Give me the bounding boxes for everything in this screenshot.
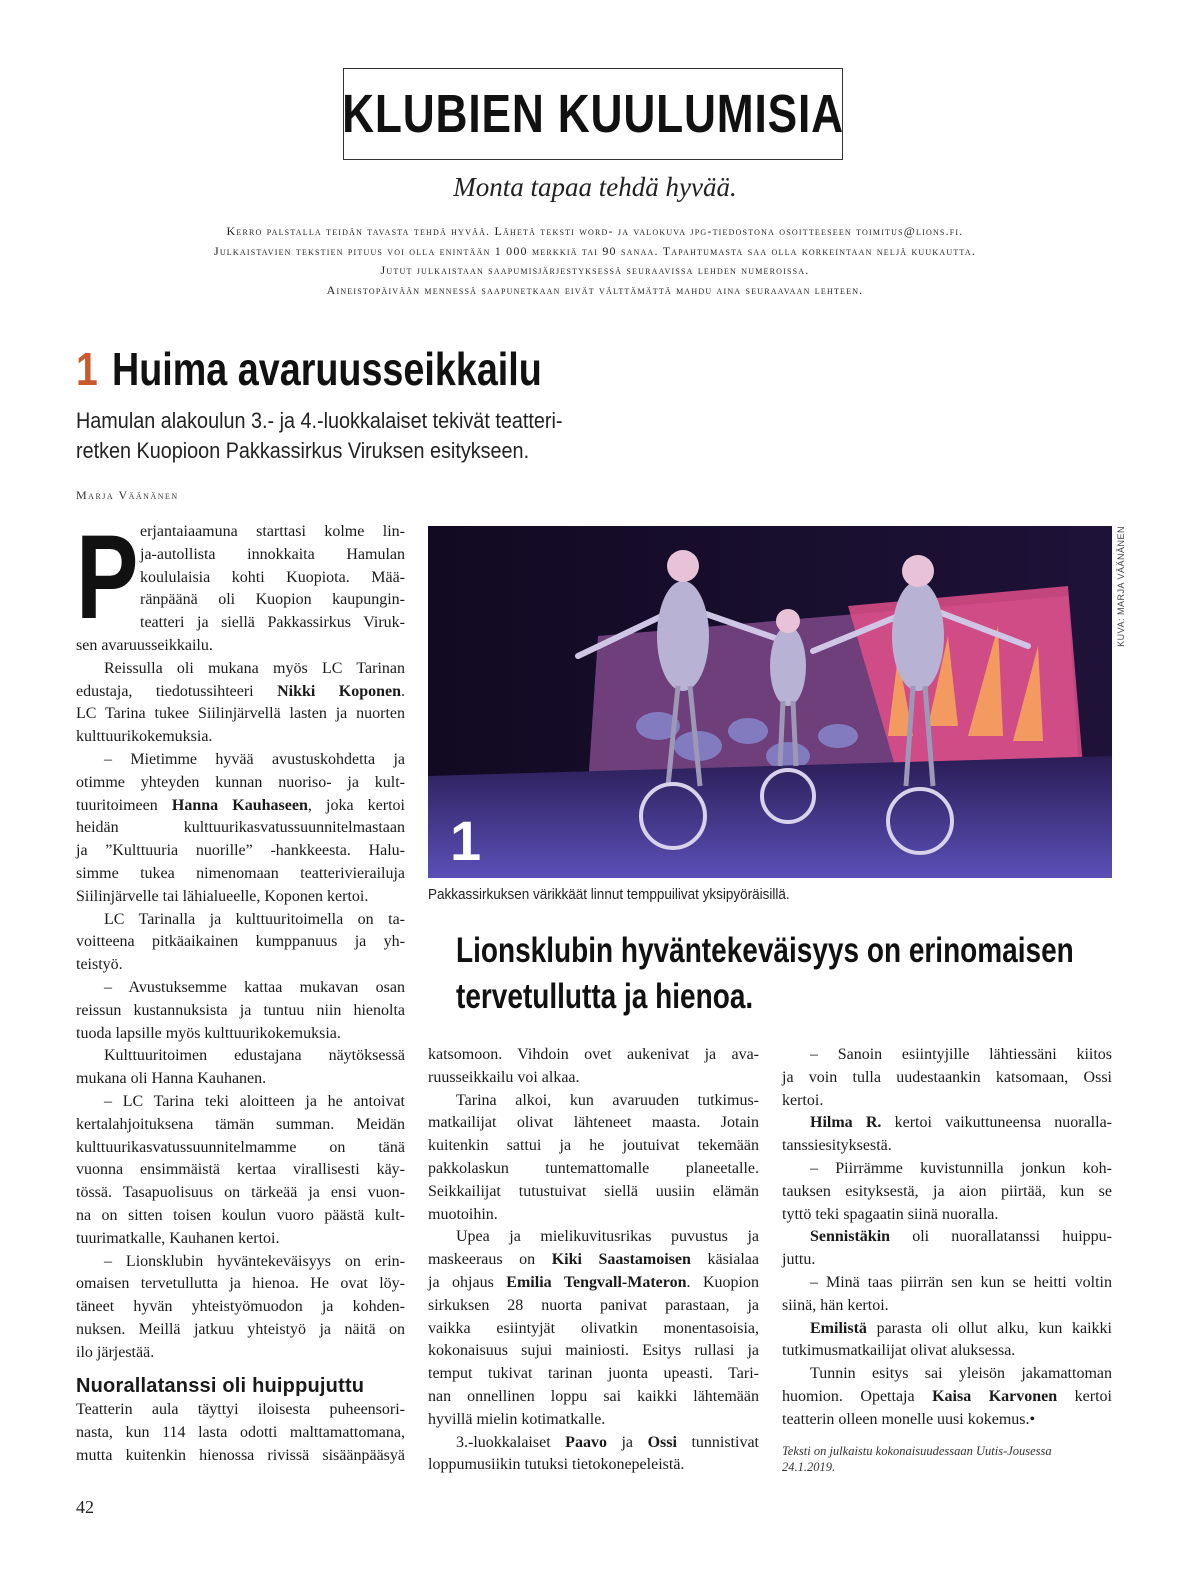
drop-cap: P xyxy=(76,510,139,644)
subhead-line: Hamulan alakoulun 3.- ja 4.-luokkalaiset tekivät teatteri- xyxy=(76,408,563,433)
body-column-3: – Sanoin esiintyjille lähtiessäni kiitos ja voin tulla uudestaankin katsomaan, Ossi kertoi. Hilma R. kertoi vaikuttuneensa nuoralla- tanssiesityksestä. – Piirrämme kuvistunnilla jonkun koh- tauksen esityksestä, ja aion piirtää, kun se tyttö teki spagaatin siinä nuoralla. Sennistäkin oli nuorallatanssi huippu- juttu. – Minä taas piirrän sen kun se heitti voltin siinä, hän kertoi. Emilistä parasta oli ollut alku, kun kaikki tutkimusmatkailijat olivat aluksessa. Tunnin esitys sai yleisön jakamattoman huomion. Opettaja Kaisa Karvonen kertoi teatterin olleen monelle uusi kokemus.• xyxy=(782,1046,1112,1428)
page-number: 42 xyxy=(76,1497,94,1517)
body-column-1: erjantaiaamuna starttasi kolme lin- ja-autollista innokkaita Hamulan koululaisia kohti Kuopiota. Mää- ränpäänä oli Kuopion kaupungin- teatteri ja siellä Pakkassirkus Viruk- sen avaruusseikkailu. Reissulla oli mukana myös LC Tarinan edustaja, tiedotussihteeri Nikki Koponen. LC Tarina tukee Siilinjärvellä lasten ja nuorten kulttuurikokemuksia. – Mietimme hyvää avustuskohdetta ja otimme yhteyden kunnan nuoriso- ja kult- tuuritoimeen Hanna Kauhaseen, joka kertoi heidän kulttuurikasvatussuunnitelmastaan ja ”Kulttuuria nuorille” -hankkeesta. Halu- simme tukea nimenomaan teatterivierailuja Siilinjärvelle tai lähialueelle, Koponen kertoi. LC Tarinalla ja kulttuuritoimella on ta- voitteena pitkäaikainen kumppanuus ja yh- teistyö. – Avustuksemme kattaa mukavan osan reissun kustannuksista ja tuntuu niin hienolta tuoda lapsille myös kulttuurikokemuksia. Kulttuuritoimen edustajana näytöksessä mukana oli Hanna Kauhanen. – LC Tarina teki aloitteen ja he antoivat kertalahjoituksena tämän summan. Meidän kulttuurikasvatussuunnitelmamme on tänä vuonna ensimmäistä kertaa virallisesti käy- tössä. Tasapuolisuus on tärkeää ja ensi vuon- na on sitten toisen koulun vuoro päästä kult- tuurimatkalle, Kauhanen kertoi. – Lionsklubin hyväntekeväisyys on erin- omaisen tervetullutta ja hienoa. He ovat löy- täneet hyvän yhteistyömuodon ja kohden- nuksen. Meillä jatkuu yhteistyö ja näitä on ilo järjestää. Nuorallatanssi oli huippujuttu Teatterin aula täyttyi iloisesta puheensori- nasta, kun 114 lasta odotti malttamattomana, mutta kuitenkin hienossa rivissä sisäänpääsyä xyxy=(76,523,406,1465)
paragraph: erjantaiaamuna starttasi kolme lin- ja-autollista innokkaita Hamulan koululaisia kohti Kuopiota. Mää- ränpäänä oli Kuopion kaupungin- teatteri ja siellä Pakkassirkus Viruk- xyxy=(140,523,405,632)
footnote-line: Teksti on julkaistu kokonaisuudessaan Uutis-Jousessa xyxy=(782,1444,1052,1458)
submission-instructions xyxy=(60,222,1130,300)
body-column-2: katsomoon. Vihdoin ovet aukenivat ja ava- ruusseikkailu voi alkaa. Tarina alkoi, kun avaruuden tutkimus- matkailijat olivat lähteneet maasta. Jotain kuitenkin sattui ja he joutuivat tekemään pakkolaskun tuntemattomalle planeetalle. Seikkailijat tutustuivat siellä uusiin elämän muotoihin. Upea ja mielikuvitusrikas puvustus ja maskeeraus on Kiki Saastamoisen käsialaa ja ohjaus Emilia Tengvall-Materon. Kuopion sirkuksen 28 nuorta panivat parastaan, ja vaikka esiintyjät olivatkin monentasoisia, kokonaisuus sujui mainiosti. Esitys rullasi ja temput tukivat tarinan juonta upeasti. Tari- nan onnellinen loppu sai kaikki lähtemään hyvillä mielin kotimatkalle. 3.-luokkalaiset Paavo ja Ossi tunnistivat loppumusiikin tutuksi tietokonepeleistä. xyxy=(428,1046,759,1474)
masthead-title: KLUBIEN KUULUMISIA xyxy=(342,84,844,144)
masthead-box xyxy=(343,68,843,160)
pull-quote xyxy=(456,928,1136,1020)
footnote xyxy=(782,1443,1112,1475)
footnote-line: 24.1.2019. xyxy=(782,1460,836,1474)
photo-number: 1 xyxy=(450,809,482,872)
photo-illustration xyxy=(428,526,1112,878)
article-number: 1 xyxy=(76,343,98,395)
subhead-line: retken Kuopioon Pakkassirkus Viruksen esitykseen. xyxy=(76,438,530,463)
pull-quote-line: tervetullutta ja hienoa. xyxy=(456,977,754,1016)
article-headline xyxy=(76,342,636,396)
article-title: Huima avaruusseikkailu xyxy=(112,343,542,395)
performance-photo xyxy=(428,526,1112,878)
instructions-line: Julkaistavien tekstien pituus voi olla enintään 1 000 merkkiä tai 90 sanaa. Tapahtumasta saa olla korkeintaan neljä kuukautta. xyxy=(213,243,977,258)
pull-quote-line: Lionsklubin hyväntekeväisyys on erinomaisen xyxy=(456,931,1074,970)
instructions-line: Jutut julkaistaan saapumisjärjestyksessä seuraavissa lehden numeroissa. xyxy=(380,263,810,278)
article-subhead xyxy=(76,406,676,466)
instructions-line: Kerro palstalla teidän tavasta tehdä hyvää. Lähetä teksti word- ja valokuva jpg-tiedostona osoitteeseen toimitus@lions.fi. xyxy=(226,224,964,238)
instructions-line: Aineistopäivään mennessä saapunetkaan eivät välttämättä mahdu aina seuraavaan lehteen. xyxy=(326,282,864,297)
end-mark: • xyxy=(1029,1410,1036,1428)
photo-credit xyxy=(1116,526,1132,647)
byline: Marja Väänänen xyxy=(76,488,179,502)
subsection-heading: Nuorallatanssi oli huippujuttu xyxy=(76,1375,365,1398)
tagline: Monta tapaa tehdä hyvää. xyxy=(453,172,737,202)
photo-credit-text: KUVA: MARJA VÄÄNÄNEN xyxy=(1116,526,1126,647)
photo-caption: Pakkassirkuksen värikkäät linnut temppuilivat yksipyöräisillä. xyxy=(428,886,790,903)
